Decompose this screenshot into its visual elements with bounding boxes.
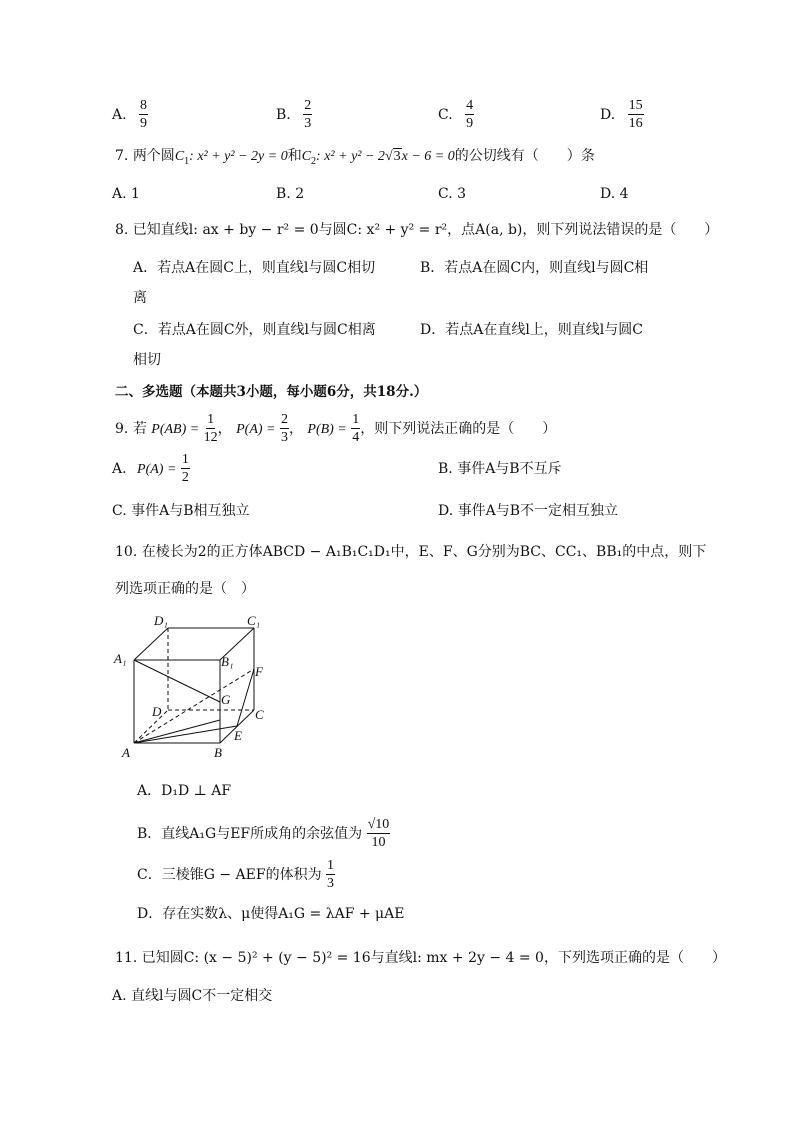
cube-figure [110, 610, 280, 765]
q10-option-a: A．D₁D ⊥ AF [137, 783, 232, 799]
q10-option-d: D．存在实数λ、μ使得A₁G = λAF + μAE [137, 906, 405, 922]
question-8-stem: 8. 已知直线l: ax + by − r² = 0与圆C: x² + y² = r²，点A(a, b)，则下列说法错误的是（ ） [115, 222, 719, 238]
fraction: $\frac{2}{3}$ [304, 98, 312, 132]
label-a1: A₁ [114, 651, 127, 666]
q9-option-b: B. 事件A与B不互斥 [438, 461, 562, 477]
question-10-line2: 列选项正确的是（ ） [115, 581, 255, 597]
label-f: F [255, 664, 263, 679]
label-c: C [255, 707, 264, 722]
q8-option-a: A．若点A在圆C上，则直线l与圆C相切 [133, 260, 376, 276]
fraction: $\frac{4}{9}$ [466, 98, 474, 132]
fraction: $\frac{√10}{10}$ [367, 817, 390, 851]
fraction: $\frac{1}{3}$ [327, 858, 335, 892]
q11-option-a: A. 直线l与圆C不一定相交 [112, 988, 273, 1004]
q7-option-a: A. 1 [112, 186, 140, 202]
q6-option-b: B. $\frac{2}{3}$ [276, 98, 312, 132]
q10-option-c: C．三棱锥G − AEF的体积为 $\frac{1}{3}$ [137, 858, 335, 892]
q6-option-c: C. $\frac{4}{9}$ [438, 98, 474, 132]
q9-option-d: D. 事件A与B不一定相互独立 [438, 503, 619, 519]
label-c1: C₁ [247, 613, 261, 628]
label-e: E [234, 728, 242, 743]
fraction: $\frac{1}{2}$ [181, 452, 189, 486]
q10-option-b: B．直线A₁G与EF所成角的余弦值为 $\frac{√10}{10}$ [137, 817, 390, 851]
label-d1: D₁ [154, 613, 168, 628]
question-10-line1: 10. 在棱长为2的正方体ABCD − A₁B₁C₁D₁中，E、F、G分别为BC、CC₁、BB₁的中点，则下 [115, 544, 707, 560]
q6-option-a: A. $\frac{8}{9}$ [112, 98, 148, 132]
label-b: B [214, 745, 222, 760]
question-11-stem: 11. 已知圆C: (x − 5)² + (y − 5)² = 16与直线l: mx + 2y − 4 = 0，下列选项正确的是（ ） [115, 950, 726, 966]
q9-option-c: C. 事件A与B相互独立 [112, 503, 250, 519]
fraction: $\frac{15}{16}$ [628, 98, 643, 132]
label-g: G [221, 692, 231, 707]
q9-option-a: A. P(A) = $\frac{1}{2}$ [112, 452, 189, 486]
fraction: $\frac{1}{4}$ [352, 412, 360, 446]
q7-option-b: B. 2 [276, 186, 305, 202]
fraction: $\frac{2}{3}$ [280, 412, 288, 446]
label-a: A [122, 745, 130, 760]
section-heading: 二、多选题（本题共3小题，每小题6分，共18分.） [115, 384, 428, 400]
question-9-stem: 9. 若 P(AB) = $\frac{1}{12}$ ， P(A) = $\frac{2}{3}$ ， P(B) = $\frac{1}{4}$ ，则下列说法正确的是（ ） [115, 412, 557, 446]
fraction: $\frac{1}{12}$ [203, 412, 218, 446]
q8-option-d: D．若点A在直线l上，则直线l与圆C [420, 322, 644, 338]
q7-option-c: C. 3 [438, 186, 467, 202]
label-d: D [152, 704, 162, 719]
label-b1: B₁ [221, 654, 234, 669]
fraction: $\frac{8}{9}$ [140, 98, 148, 132]
q8-option-b-continued: 离 [133, 290, 147, 306]
q8-option-d-continued: 相切 [133, 352, 161, 368]
q6-option-d: D. $\frac{15}{16}$ [600, 98, 643, 132]
question-7-stem: 7. 两个圆$C_1$: x² + y² − 2y = 0和$C_2$: x² + y² − 2√3x − 6 = 0的公切线有（ ）条 [115, 148, 595, 167]
q8-option-b: B．若点A在圆C内，则直线l与圆C相 [420, 260, 649, 276]
q8-option-c: C．若点A在圆C外，则直线l与圆C相离 [133, 322, 376, 338]
q7-option-d: D. 4 [600, 186, 629, 202]
